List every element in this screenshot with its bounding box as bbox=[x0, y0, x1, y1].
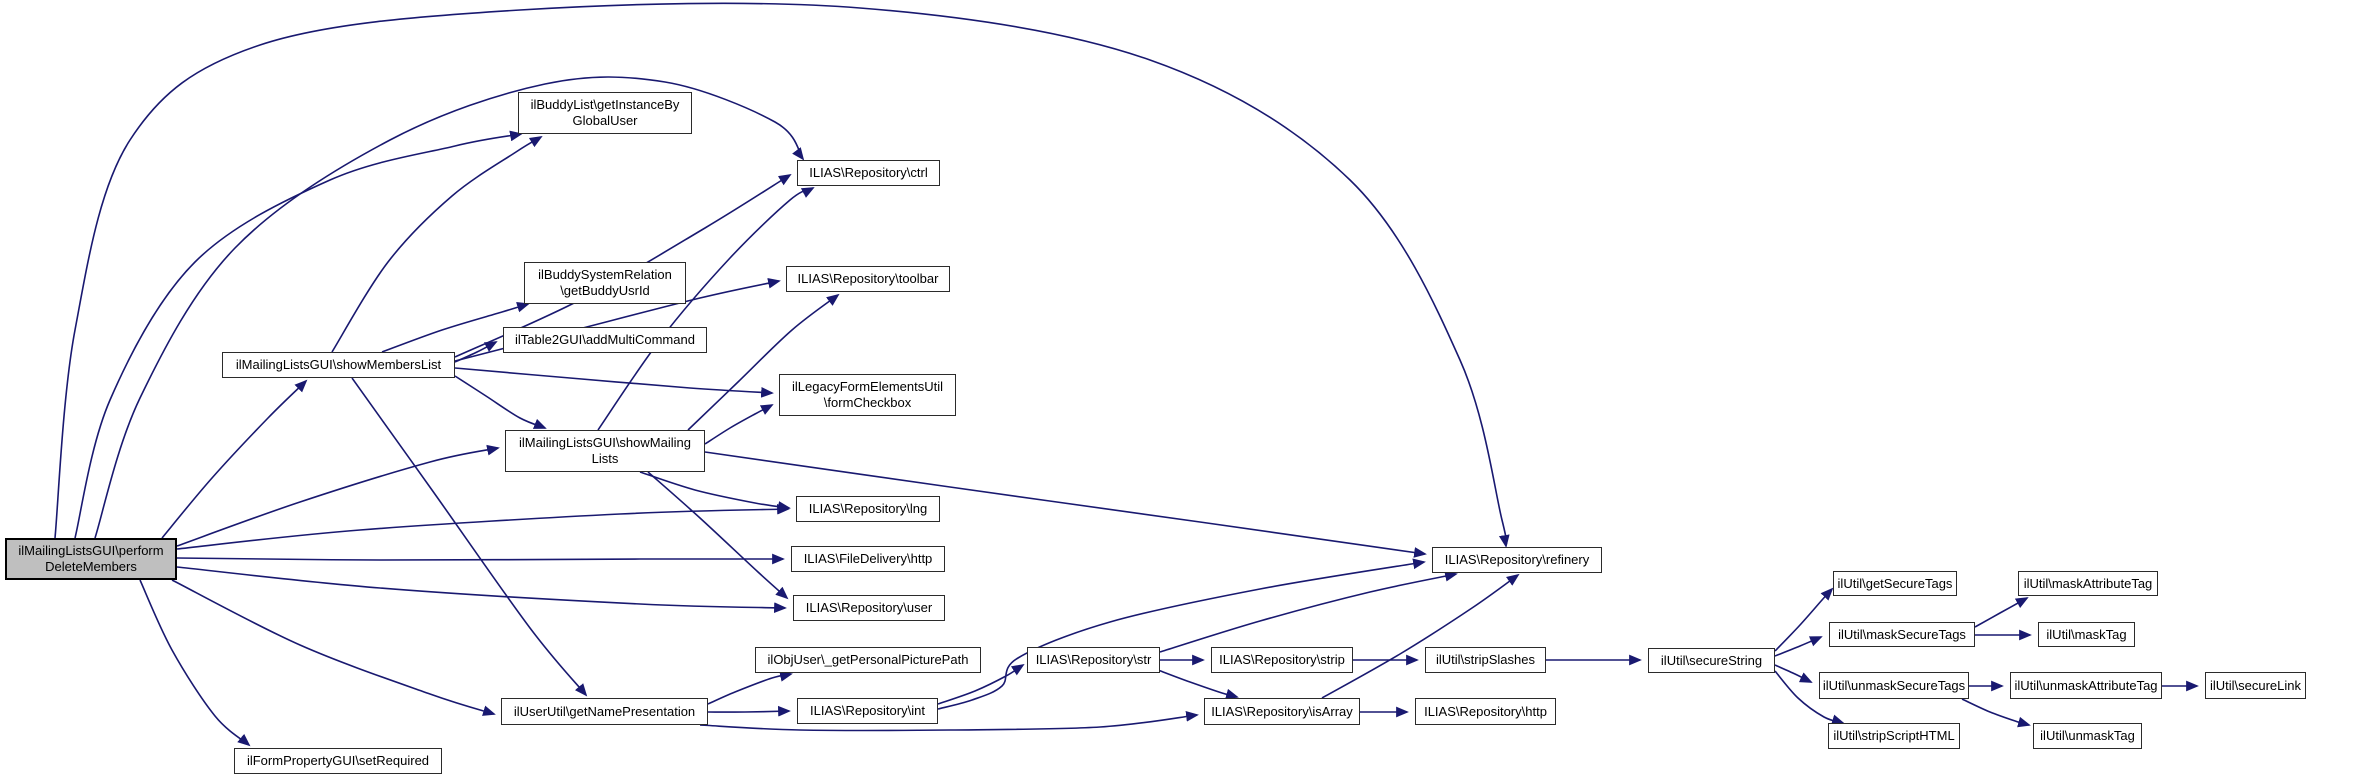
node-label: ilFormPropertyGUI\setRequired bbox=[246, 753, 430, 768]
edge-str-refinery bbox=[1160, 574, 1456, 652]
node-stripSlashes[interactable] bbox=[1425, 647, 1546, 673]
edge-maskSecureTags-maskAttributeTag bbox=[1975, 598, 2027, 627]
node-int[interactable] bbox=[797, 698, 938, 724]
node-showMembersList[interactable] bbox=[222, 352, 455, 378]
node-maskAttributeTag[interactable] bbox=[2018, 571, 2158, 596]
node-getNamePresentation[interactable] bbox=[501, 698, 708, 725]
edge-showMailingLists-formCheckbox bbox=[705, 405, 772, 444]
edge-showMembersList-getInstanceByGlobalUser bbox=[332, 137, 541, 352]
node-label: ilUtil\unmaskSecureTags bbox=[1822, 677, 1966, 693]
node-label: ilUtil\unmaskAttributeTag bbox=[2014, 677, 2158, 693]
node-label: ILIAS\Repository\str bbox=[1035, 652, 1152, 667]
node-label: ilMailingListsGUI\perform bbox=[18, 543, 164, 558]
node-setRequired[interactable] bbox=[234, 748, 442, 774]
node-secureLink[interactable] bbox=[2205, 672, 2306, 699]
node-label: ilBuddyList\getInstanceBy bbox=[530, 97, 680, 112]
node-label: ilLegacyFormElementsUtil bbox=[792, 379, 943, 394]
edge-showMailingLists-lng bbox=[640, 472, 789, 508]
node-label: ILIAS\Repository\ctrl bbox=[809, 165, 928, 180]
node-label: ilUtil\secureString bbox=[1660, 652, 1763, 668]
edge-getNamePresentation-int bbox=[708, 711, 789, 712]
node-label: ILIAS\FileDelivery\http bbox=[803, 551, 933, 566]
node-label: ilUtil\maskSecureTags bbox=[1838, 626, 1966, 642]
node-label: ilMailingListsGUI\showMembersList bbox=[235, 357, 442, 372]
edge-getNamePresentation-isArray bbox=[700, 715, 1197, 730]
node-label: ILIAS\Repository\toolbar bbox=[797, 271, 939, 286]
node-label: GlobalUser bbox=[572, 113, 638, 128]
node-formCheckbox[interactable] bbox=[779, 374, 956, 416]
node-label: ilUtil\unmaskTag bbox=[2040, 728, 2135, 743]
node-getPersonalPicturePath[interactable] bbox=[755, 647, 981, 673]
edge-secureString-maskSecureTags bbox=[1775, 637, 1821, 656]
edge-performDeleteMembers-refinery bbox=[55, 3, 1507, 546]
node-label: ilUserUtil\getNamePresentation bbox=[513, 703, 696, 719]
node-addMultiCommand[interactable] bbox=[503, 327, 707, 353]
node-label: ILIAS\Repository\refinery bbox=[1444, 552, 1590, 567]
node-label: ILIAS\Repository\int bbox=[810, 703, 925, 718]
node-refinery[interactable] bbox=[1432, 547, 1602, 573]
node-user[interactable] bbox=[793, 595, 945, 621]
node-getSecureTags[interactable] bbox=[1833, 571, 1957, 596]
edge-isArray-refinery bbox=[1322, 575, 1518, 698]
node-maskSecureTags[interactable] bbox=[1829, 622, 1975, 647]
node-getBuddyUsrId[interactable] bbox=[524, 262, 686, 304]
node-isArray[interactable] bbox=[1204, 698, 1360, 725]
node-label: ilTable2GUI\addMultiCommand bbox=[515, 332, 695, 347]
node-getInstanceByGlobalUser[interactable] bbox=[518, 92, 692, 134]
node-unmaskTag[interactable] bbox=[2033, 723, 2142, 749]
node-unmaskSecureTags[interactable] bbox=[1819, 672, 1969, 699]
node-label: ILIAS\Repository\strip bbox=[1219, 652, 1345, 667]
node-fileDeliveryHttp[interactable] bbox=[791, 546, 945, 572]
node-unmaskAttributeTag[interactable] bbox=[2010, 672, 2162, 699]
edge-performDeleteMembers-user bbox=[177, 567, 785, 608]
edge-showMembersList-showMailingLists bbox=[455, 376, 545, 428]
node-performDeleteMembers[interactable] bbox=[5, 538, 177, 580]
node-label: DeleteMembers bbox=[45, 559, 137, 574]
node-label: ILIAS\Repository\isArray bbox=[1211, 703, 1353, 719]
edge-showMembersList-getNamePresentation bbox=[352, 378, 586, 695]
edge-unmaskSecureTags-unmaskTag bbox=[1962, 699, 2029, 725]
node-label: \getBuddyUsrId bbox=[560, 283, 650, 298]
node-str[interactable] bbox=[1027, 647, 1160, 673]
node-label: ILIAS\Repository\lng bbox=[808, 501, 928, 516]
node-stripScriptHTML[interactable] bbox=[1828, 723, 1960, 749]
node-label: ilBuddySystemRelation bbox=[538, 267, 672, 282]
node-lng[interactable] bbox=[796, 496, 940, 522]
node-repositoryHttp[interactable] bbox=[1415, 698, 1556, 725]
edge-performDeleteMembers-getNamePresentation bbox=[172, 580, 494, 714]
node-label: ILIAS\Repository\user bbox=[805, 600, 933, 615]
edge-int-refinery bbox=[938, 562, 1424, 709]
node-showMailingLists[interactable] bbox=[505, 430, 705, 472]
node-label: ilUtil\maskAttributeTag bbox=[2023, 575, 2153, 591]
node-label: Lists bbox=[591, 451, 619, 466]
node-label: ILIAS\Repository\http bbox=[1424, 703, 1547, 719]
node-label: \formCheckbox bbox=[823, 395, 912, 410]
node-label: ilUtil\getSecureTags bbox=[1837, 575, 1953, 591]
node-ctrl[interactable] bbox=[797, 160, 940, 186]
node-label: ilUtil\stripSlashes bbox=[1436, 652, 1535, 667]
node-secureString[interactable] bbox=[1648, 648, 1775, 673]
edge-performDeleteMembers-showMembersList bbox=[162, 381, 306, 538]
node-label: ilUtil\stripScriptHTML bbox=[1833, 728, 1955, 743]
node-strip[interactable] bbox=[1211, 647, 1353, 673]
edge-secureString-getSecureTags bbox=[1775, 589, 1832, 651]
edge-showMembersList-formCheckbox bbox=[455, 368, 772, 393]
node-maskTag[interactable] bbox=[2038, 622, 2135, 647]
edge-showMailingLists-user bbox=[648, 472, 787, 598]
edge-secureString-unmaskSecureTags bbox=[1775, 665, 1811, 682]
edge-str-isArray bbox=[1158, 670, 1237, 697]
node-toolbar[interactable] bbox=[786, 266, 950, 292]
node-label: ilObjUser\_getPersonalPicturePath bbox=[767, 652, 969, 667]
node-label: ilMailingListsGUI\showMailing bbox=[519, 435, 691, 450]
edge-getNamePresentation-getPersonalPicturePath bbox=[708, 674, 791, 704]
node-label: ilUtil\maskTag bbox=[2046, 626, 2127, 642]
edge-performDeleteMembers-setRequired bbox=[140, 580, 249, 745]
node-label: ilUtil\secureLink bbox=[2209, 677, 2302, 693]
